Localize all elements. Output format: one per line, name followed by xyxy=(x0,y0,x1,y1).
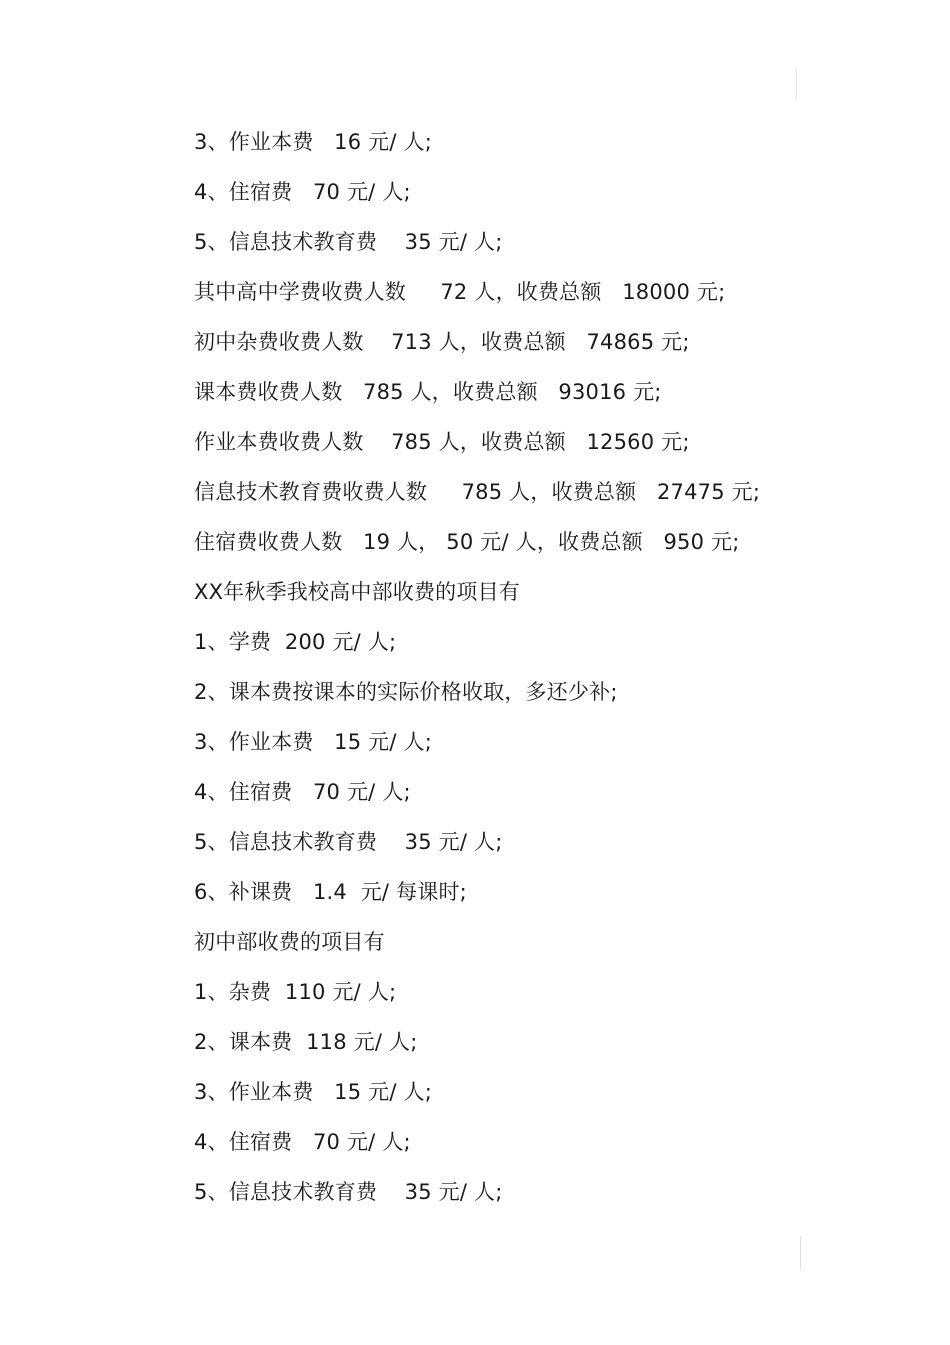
document-body xyxy=(194,126,834,1226)
margin-mark-bottom xyxy=(800,1236,801,1270)
text-line: 5、信息技术教育费 35 元/ 人; xyxy=(194,230,503,254)
section-heading: XX年秋季我校高中部收费的项目有 xyxy=(194,580,520,604)
text-line: 其中高中学费收费人数 72 人，收费总额 18000 元; xyxy=(194,280,726,304)
text-line: 5、信息技术教育费 35 元/ 人; xyxy=(194,830,503,854)
text-line: 3、作业本费 16 元/ 人; xyxy=(194,130,433,154)
text-line: 5、信息技术教育费 35 元/ 人; xyxy=(194,1180,503,1204)
text-line: 4、住宿费 70 元/ 人; xyxy=(194,180,411,204)
text-line: 初中杂费收费人数 713 人，收费总额 74865 元; xyxy=(194,330,690,354)
section-heading: 初中部收费的项目有 xyxy=(194,930,385,954)
text-line: 住宿费收费人数 19 人， 50 元/ 人，收费总额 950 元; xyxy=(194,530,740,554)
text-line: 4、住宿费 70 元/ 人; xyxy=(194,780,411,804)
margin-mark-top xyxy=(796,68,797,100)
text-line: 2、课本费 118 元/ 人; xyxy=(194,1030,418,1054)
text-line: 2、课本费按课本的实际价格收取，多还少补; xyxy=(194,680,618,704)
text-line: 信息技术教育费收费人数 785 人，收费总额 27475 元; xyxy=(194,480,761,504)
text-line: 3、作业本费 15 元/ 人; xyxy=(194,730,433,754)
text-line: 4、住宿费 70 元/ 人; xyxy=(194,1130,411,1154)
text-line: 3、作业本费 15 元/ 人; xyxy=(194,1080,433,1104)
text-line: 1、学费 200 元/ 人; xyxy=(194,630,397,654)
text-line: 1、杂费 110 元/ 人; xyxy=(194,980,397,1004)
text-line: 课本费收费人数 785 人，收费总额 93016 元; xyxy=(194,380,662,404)
text-line: 作业本费收费人数 785 人，收费总额 12560 元; xyxy=(194,430,690,454)
text-line: 6、补课费 1.4 元/ 每课时; xyxy=(194,880,467,904)
